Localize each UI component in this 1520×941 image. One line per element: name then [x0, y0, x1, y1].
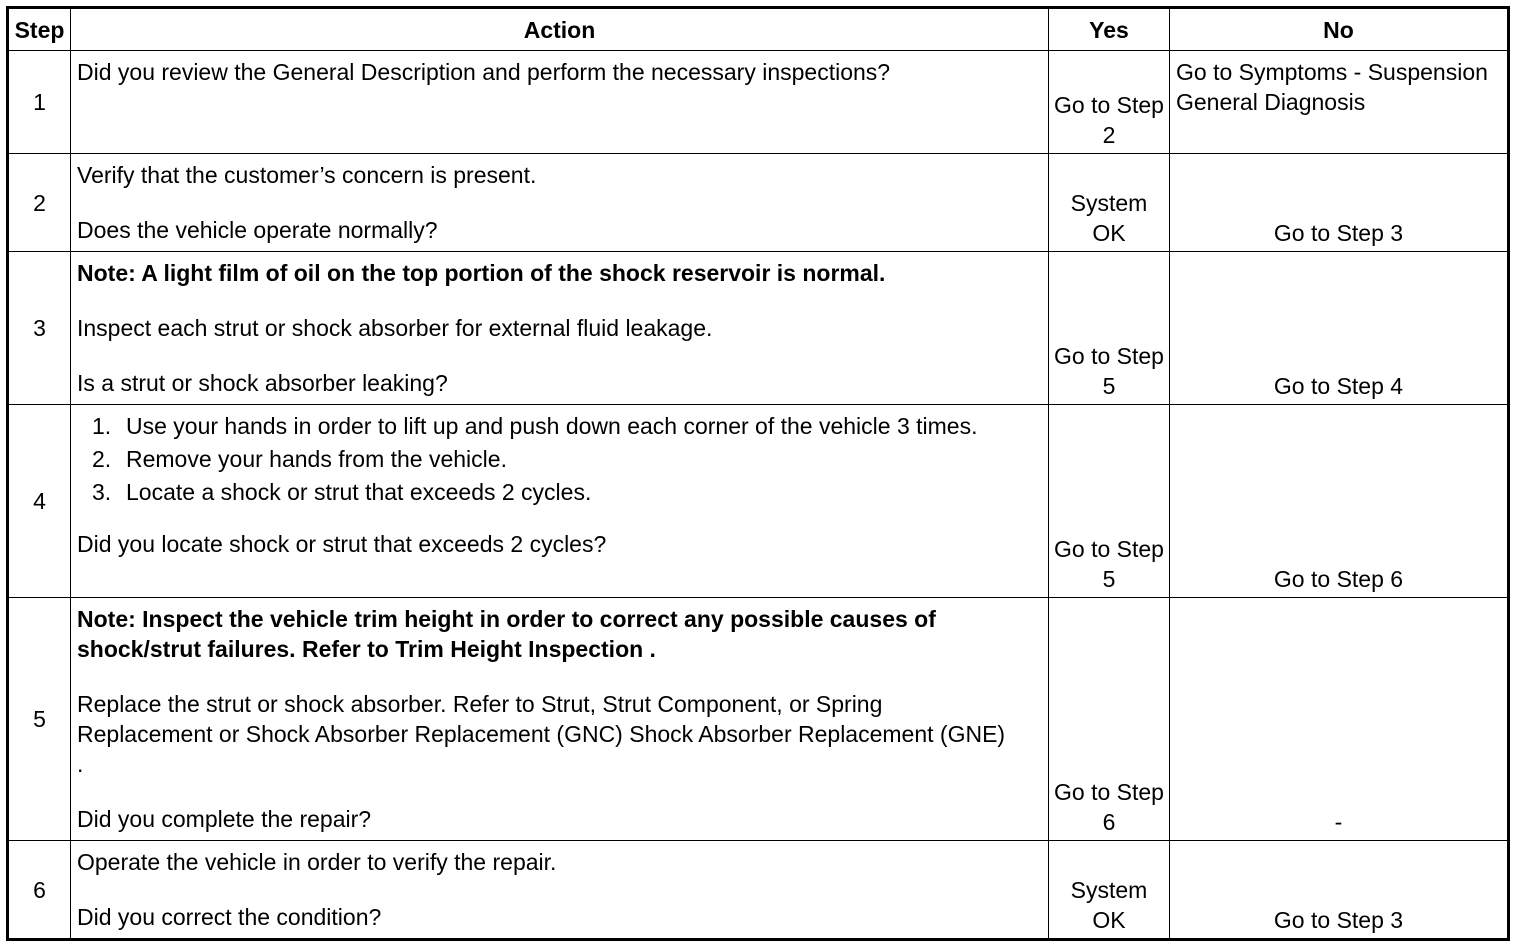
table-row [8, 841, 1509, 940]
yes-result: Go to Step 2 [1049, 51, 1170, 154]
step-number: 3 [8, 252, 71, 405]
yes-result: System OK [1049, 154, 1170, 252]
action-text: Operate the vehicle in order to verify the repair. [77, 849, 557, 875]
action-question: Did you locate shock or strut that exceeds 2 cycles? [77, 531, 607, 557]
table-row [8, 405, 1509, 598]
list-item-text: Remove your hands from the vehicle. [126, 446, 507, 472]
no-result: Go to Step 3 [1170, 154, 1509, 252]
action-cell [71, 598, 1049, 841]
action-text: Inspect each strut or shock absorber for external fluid leakage. [77, 315, 713, 341]
action-cell [71, 405, 1049, 598]
header-action: Action [71, 8, 1049, 51]
step-number: 1 [8, 51, 71, 154]
action-list [77, 411, 1016, 507]
header-no: No [1170, 8, 1509, 51]
list-item-number: 3. [92, 479, 112, 505]
no-result: - [1170, 598, 1509, 841]
table-row [8, 598, 1509, 841]
action-text: Replace the strut or shock absorber. Refer to Strut, Strut Component, or Spring Replacement or Shock Absorber Replacement (GNC) Shock Absorber Replacement (GNE) . [77, 691, 1006, 777]
step-number: 5 [8, 598, 71, 841]
table-row [8, 51, 1509, 154]
yes-result: Go to Step 5 [1049, 405, 1170, 598]
list-item [92, 411, 1016, 441]
action-question: Did you correct the condition? [77, 904, 382, 930]
yes-result: Go to Step 5 [1049, 252, 1170, 405]
list-item-text: Locate a shock or strut that exceeds 2 cycles. [126, 479, 592, 505]
diagnostic-table [6, 6, 1510, 941]
no-result: Go to Step 4 [1170, 252, 1509, 405]
action-cell [71, 841, 1049, 940]
list-item-number: 2. [92, 446, 112, 472]
action-question: Did you complete the repair? [77, 806, 372, 832]
yes-result: Go to Step 6 [1049, 598, 1170, 841]
action-cell [71, 51, 1049, 154]
step-number: 6 [8, 841, 71, 940]
no-result: Go to Symptoms - Suspension General Diagnosis [1170, 51, 1509, 154]
action-question: Is a strut or shock absorber leaking? [77, 370, 448, 396]
no-result: Go to Step 6 [1170, 405, 1509, 598]
step-number: 4 [8, 405, 71, 598]
action-cell [71, 154, 1049, 252]
action-note: Note: A light film of oil on the top portion of the shock reservoir is normal. [77, 260, 886, 286]
table-row [8, 154, 1509, 252]
no-result: Go to Step 3 [1170, 841, 1509, 940]
list-item-number: 1. [92, 413, 112, 439]
yes-result: System OK [1049, 841, 1170, 940]
header-step: Step [8, 8, 71, 51]
action-cell [71, 252, 1049, 405]
step-number: 2 [8, 154, 71, 252]
list-item-text: Use your hands in order to lift up and push down each corner of the vehicle 3 times. [126, 413, 978, 439]
action-text: Did you review the General Description and perform the necessary inspections? [77, 59, 891, 85]
header-yes: Yes [1049, 8, 1170, 51]
action-question: Does the vehicle operate normally? [77, 217, 438, 243]
list-item [92, 444, 1016, 474]
action-note: Note: Inspect the vehicle trim height in order to correct any possible causes of shock/strut failures. Refer to Trim Height Inspection . [77, 606, 936, 662]
table-row [8, 252, 1509, 405]
action-text: Verify that the customer’s concern is present. [77, 162, 537, 188]
header-row [8, 8, 1509, 51]
list-item [92, 477, 1016, 507]
